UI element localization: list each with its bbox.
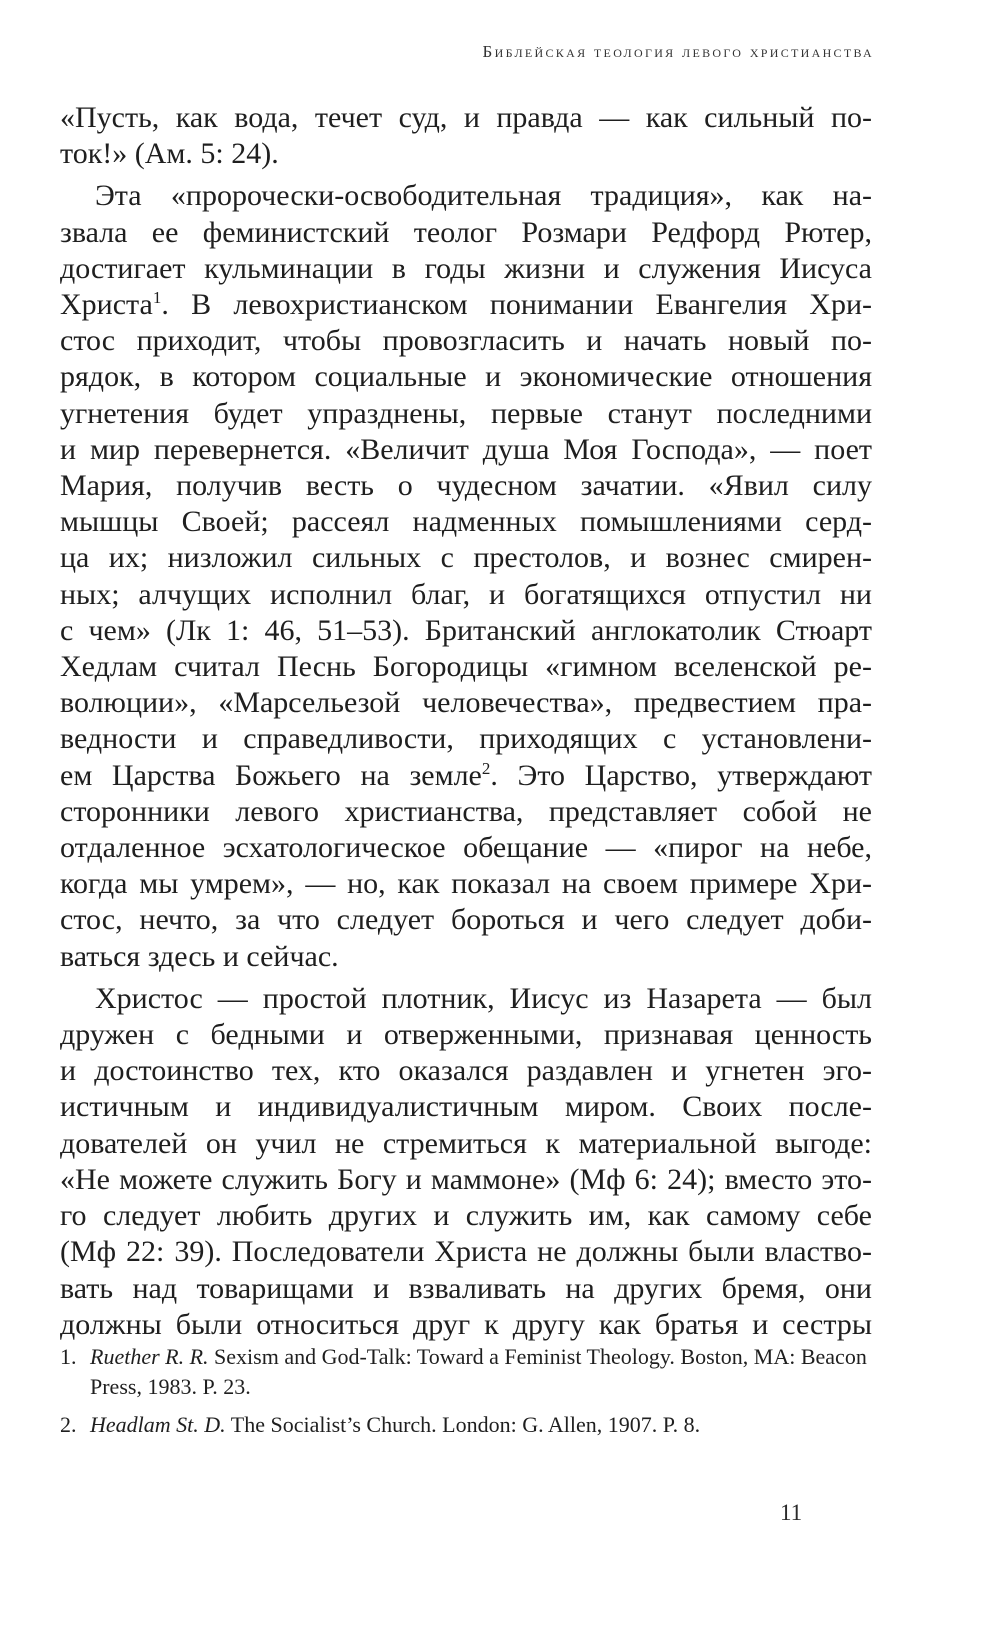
footnote bbox=[60, 1342, 872, 1402]
text-line: «Не можете служить Богу и маммоне» (Мф 6: 24); вместо это- bbox=[60, 1162, 872, 1196]
text-line bbox=[60, 758, 872, 794]
text-line: ток!» (Ам. 5: 24). bbox=[60, 137, 279, 171]
text-line: го следует любить других и служить им, как самому себе bbox=[60, 1199, 872, 1233]
text-fragment: ем Царства Божьего на земле bbox=[60, 758, 482, 792]
text-line: дователей он учил не стремиться к материальной выгоде: bbox=[60, 1126, 872, 1160]
footnote-author: Ruether R. R. bbox=[90, 1344, 209, 1369]
text-fragment: . Это Царство, утверждают bbox=[490, 758, 873, 792]
text-line: мышцы Своей; рассеял надменных помышлениями серд- bbox=[60, 505, 872, 539]
text-line: ных; алчущих исполнил благ, и богатящихся отпустил ни bbox=[60, 577, 872, 611]
text-line: должны были относиться друг к другу как братья и сестры bbox=[60, 1307, 872, 1341]
text-fragment: . В левохристианском понимании Евангелия Хри- bbox=[161, 288, 872, 322]
footnote-marker: 1 bbox=[152, 288, 162, 308]
text-line: Эта «пророчески-освободительная традиция», как на- bbox=[95, 179, 872, 213]
text-line: (Мф 22: 39). Последователи Христа не должны были властво- bbox=[60, 1235, 872, 1269]
text-line: стос приходит, чтобы провозгласить и начать новый по- bbox=[60, 324, 872, 358]
footnote-text: Sexism and God-Talk: Toward a Feminist Theology. Boston, MA: Beacon Press, 1983. P. 23. bbox=[90, 1344, 867, 1399]
running-head: Библейская теология левого христианства bbox=[482, 42, 874, 61]
text-line: когда мы умрем», — но, как показал на своем примере Хри- bbox=[60, 867, 872, 901]
footnote-marker: 2 bbox=[481, 758, 491, 778]
text-line: волюции», «Марсельезой человечества», предвестием пра- bbox=[60, 686, 872, 720]
footnote bbox=[60, 1410, 872, 1440]
text-line: ваться здесь и сейчас. bbox=[60, 939, 339, 973]
text-line: сторонники левого христианства, представляет собой не bbox=[60, 794, 872, 828]
footnote-author: Headlam St. D. bbox=[90, 1412, 226, 1437]
text-line: дружен с бедными и отверженными, признавая ценность bbox=[60, 1018, 872, 1052]
footnote-text: The Socialist’s Church. London: G. Allen, 1907. P. 8. bbox=[225, 1412, 701, 1437]
text-line: «Пусть, как вода, течет суд, и правда — как сильный по- bbox=[60, 101, 872, 134]
text-line: ведности и справедливости, приходящих с установлени- bbox=[60, 722, 872, 756]
text-line: и достоинство тех, кто оказался раздавлен и угнетен эго- bbox=[60, 1054, 872, 1088]
text-line: Христос — простой плотник, Иисус из Назарета — был bbox=[95, 981, 872, 1015]
text-line: отдаленное эсхатологическое обещание — «пирог на небе, bbox=[60, 831, 872, 865]
text-line: ца их; низложил сильных с престолов, и вознес смирен- bbox=[60, 541, 872, 575]
text-line: рядок, в котором социальные и экономические отношения bbox=[60, 360, 872, 394]
text-line: достигает кульминации в годы жизни и служения Иисуса bbox=[60, 251, 872, 285]
footnote-number: 2. bbox=[60, 1412, 77, 1437]
text-line: угнетения будет упразднены, первые станут последними bbox=[60, 396, 872, 430]
footnotes bbox=[60, 1342, 872, 1440]
text-line bbox=[60, 287, 872, 323]
footnote-number: 1. bbox=[60, 1344, 77, 1369]
text-line: вать над товарищами и взваливать на других бремя, они bbox=[60, 1271, 872, 1305]
text-line: стос, нечто, за что следует бороться и чего следует доби- bbox=[60, 903, 872, 937]
text-line: звала ее феминистский теолог Розмари Редфорд Рютер, bbox=[60, 215, 872, 249]
page-number: 11 bbox=[780, 1500, 803, 1525]
text-line: с чем» (Лк 1: 46, 51–53). Британский англокатолик Стюарт bbox=[60, 613, 872, 647]
text-line: Хедлам считал Песнь Богородицы «гимном вселенской ре- bbox=[60, 650, 872, 684]
text-fragment: Христа bbox=[60, 288, 153, 322]
text-line: Мария, получив весть о чудесном зачатии. «Явил силу bbox=[60, 469, 872, 503]
text-line: истичным и индивидуалистичным миром. Своих после- bbox=[60, 1090, 872, 1124]
main-text bbox=[60, 100, 872, 1343]
text-line: и мир перевернется. «Величит душа Моя Господа», — поет bbox=[60, 432, 872, 466]
